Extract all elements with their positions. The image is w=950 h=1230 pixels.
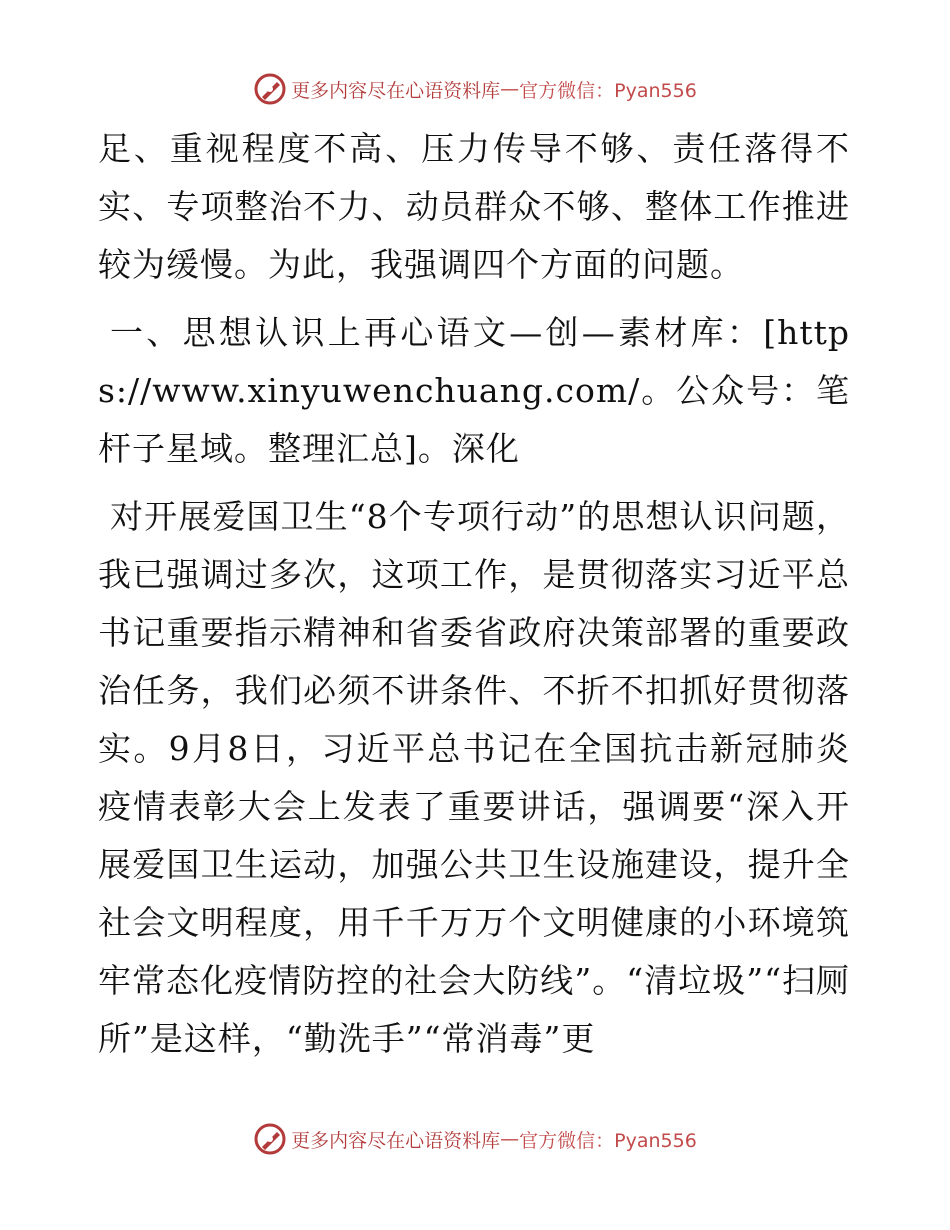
watermark-separator: — [500, 1128, 520, 1150]
header-watermark [0, 72, 950, 106]
watermark-text: 更多内容尽在心语资料库 [291, 79, 501, 102]
document-body [98, 120, 850, 1068]
watermark-text: 更多内容尽在心语资料库 [291, 1129, 501, 1152]
watermark-contact: 官方微信：Pyan556 [519, 1129, 697, 1152]
pen-logo-icon [253, 72, 287, 106]
pen-logo-icon [253, 1122, 287, 1156]
watermark-separator: — [500, 78, 520, 100]
paragraph-2-heading: 一、思想认识上再心语文—创—素材库：[https://www.xinyuwenchuang.com/。公众号：笔杆子星域。整理汇总]。深化 [98, 313, 850, 468]
watermark-contact: 官方微信：Pyan556 [519, 79, 697, 102]
paragraph-3: 对开展爱国卫生“8个专项行动”的思想认识问题，我已强调过多次，这项工作，是贯彻落实习近平总书记重要指示精神和省委省政府决策部署的重要政治任务，我们必须不讲条件、不折不扣抓好贯彻落实。9月8日，习近平总书记在全国抗击新冠肺炎疫情表彰大会上发表了重要讲话，强调要“深入开展爱国卫生运动，加强公共卫生设施建设，提升全社会文明程度，用千千万万个文明健康的小环境筑牢常态化疫情防控的社会大防线”。“清垃圾”“扫厕所”是这样，“勤洗手”“常消毒”更 [98, 497, 850, 1058]
paragraph-1: 足、重视程度不高、压力传导不够、责任落得不实、专项整治不力、动员群众不够、整体工作推进较为缓慢。为此，我强调四个方面的问题。 [98, 129, 850, 284]
footer-watermark [0, 1122, 950, 1156]
